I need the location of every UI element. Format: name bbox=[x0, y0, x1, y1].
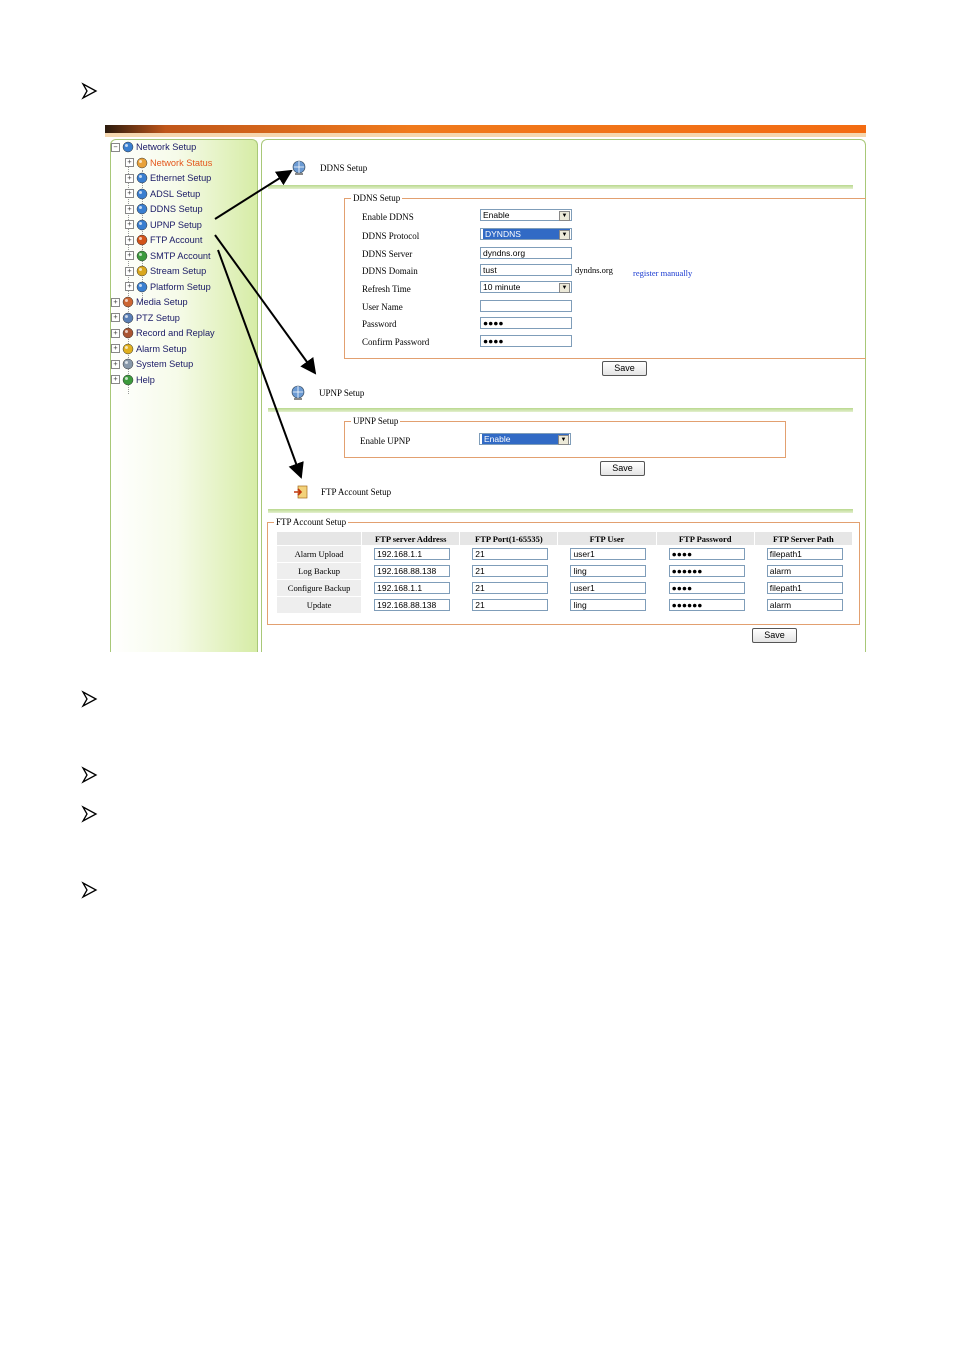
dropdown-arrow-icon[interactable]: ▼ bbox=[559, 283, 570, 293]
upnp-section-header bbox=[291, 385, 364, 401]
ftp-path-input[interactable]: alarm bbox=[767, 599, 843, 611]
dropdown-arrow-icon[interactable]: ▼ bbox=[559, 211, 570, 221]
expand-toggle-icon[interactable]: + bbox=[111, 313, 120, 322]
sidebar-item-label: Help bbox=[136, 374, 155, 385]
enable-ddns-value: Enable bbox=[483, 210, 510, 220]
confirm-password-label: Confirm Password bbox=[362, 337, 430, 347]
sidebar-item-smtp-account[interactable] bbox=[125, 249, 211, 263]
ftp-password-input[interactable]: ●●●● bbox=[669, 548, 745, 560]
globe-icon bbox=[136, 188, 148, 200]
ftp-cell bbox=[362, 563, 460, 580]
help-icon bbox=[122, 374, 134, 386]
sidebar-item-network-setup[interactable] bbox=[111, 140, 196, 154]
ftp-cell bbox=[754, 580, 852, 597]
expand-toggle-icon[interactable]: + bbox=[125, 236, 134, 245]
ftp-cell bbox=[558, 580, 656, 597]
enable-ddns-select[interactable] bbox=[480, 209, 572, 221]
ftp-user-input[interactable]: user1 bbox=[570, 582, 646, 594]
bullet-arrow-icon bbox=[80, 881, 100, 901]
expand-toggle-icon[interactable]: + bbox=[125, 282, 134, 291]
ftp-legend: FTP Account Setup bbox=[276, 517, 347, 527]
smtp-icon bbox=[136, 250, 148, 262]
refresh-time-value: 10 minute bbox=[483, 282, 521, 292]
refresh-time-label: Refresh Time bbox=[362, 284, 411, 294]
sidebar-item-help[interactable] bbox=[111, 373, 155, 387]
sidebar-item-label: PTZ Setup bbox=[136, 312, 180, 323]
top-banner bbox=[105, 125, 866, 133]
ftp-table-header bbox=[277, 532, 853, 546]
expand-toggle-icon[interactable]: + bbox=[125, 267, 134, 276]
ftp-password-input[interactable]: ●●●● bbox=[669, 582, 745, 594]
ftp-address-input[interactable]: 192.168.88.138 bbox=[374, 565, 450, 577]
ftp-section-title: FTP Account Setup bbox=[321, 487, 392, 497]
ftp-path-input[interactable]: filepath1 bbox=[767, 582, 843, 594]
expand-toggle-icon[interactable]: + bbox=[125, 189, 134, 198]
content-panel bbox=[261, 139, 866, 652]
ftp-port-input[interactable]: 21 bbox=[472, 599, 548, 611]
user-name-input[interactable] bbox=[480, 300, 572, 312]
expand-toggle-icon[interactable]: + bbox=[111, 360, 120, 369]
ptz-icon bbox=[122, 312, 134, 324]
ftp-column-header: FTP User bbox=[558, 532, 656, 546]
ftp-cell bbox=[754, 597, 852, 614]
ddns-protocol-select[interactable] bbox=[480, 228, 572, 240]
globe-icon bbox=[136, 281, 148, 293]
dropdown-arrow-icon[interactable]: ▼ bbox=[559, 230, 570, 240]
expand-toggle-icon[interactable]: + bbox=[111, 298, 120, 307]
media-icon bbox=[122, 296, 134, 308]
ftp-row-label: Configure Backup bbox=[277, 580, 362, 597]
sidebar-item-ddns-setup[interactable] bbox=[125, 202, 203, 216]
ftp-cell bbox=[754, 546, 852, 563]
globe-icon bbox=[136, 219, 148, 231]
sidebar-item-ftp-account[interactable] bbox=[125, 233, 202, 247]
ftp-cell bbox=[460, 597, 558, 614]
ddns-protocol-label: DDNS Protocol bbox=[362, 231, 420, 241]
expand-toggle-icon[interactable]: + bbox=[111, 344, 120, 353]
top-banner-shadow bbox=[105, 133, 866, 137]
sidebar-item-label: Record and Replay bbox=[136, 328, 215, 338]
ddns-protocol-value: DYNDNS bbox=[483, 229, 570, 239]
ftp-cell bbox=[558, 597, 656, 614]
ftp-section-header bbox=[293, 484, 391, 500]
expand-toggle-icon[interactable]: + bbox=[125, 174, 134, 183]
globe-icon bbox=[136, 203, 148, 215]
globe-icon bbox=[122, 141, 134, 153]
ftp-cell bbox=[460, 546, 558, 563]
upnp-save-button[interactable]: Save bbox=[600, 461, 645, 476]
ftp-cell bbox=[558, 546, 656, 563]
ftp-column-header: FTP Port(1-65535) bbox=[460, 532, 558, 546]
bullet-arrow-icon bbox=[80, 82, 100, 102]
sidebar-item-label: Network Setup bbox=[136, 142, 197, 152]
expand-toggle-icon[interactable]: + bbox=[125, 251, 134, 260]
table-row bbox=[277, 546, 853, 563]
sidebar-item-upnp-setup[interactable] bbox=[125, 218, 202, 232]
expand-toggle-icon[interactable]: + bbox=[125, 205, 134, 214]
sidebar-item-stream-setup[interactable] bbox=[125, 264, 206, 278]
ftp-row-label: Update bbox=[277, 597, 362, 614]
sidebar-item-label: Media Setup bbox=[136, 297, 188, 307]
divider bbox=[268, 185, 853, 189]
ftp-port-input[interactable]: 21 bbox=[472, 565, 548, 577]
ftp-row-label: Alarm Upload bbox=[277, 546, 362, 563]
sidebar-item-platform-setup[interactable] bbox=[125, 280, 211, 294]
sidebar-item-label: FTP Account bbox=[150, 235, 203, 245]
ftp-password-input[interactable]: ●●●●●● bbox=[669, 599, 745, 611]
screenshot-window bbox=[105, 125, 866, 652]
upnp-legend: UPNP Setup bbox=[353, 416, 399, 426]
sidebar-item-record-and-replay[interactable] bbox=[111, 326, 215, 340]
ddns-section-title: DDNS Setup bbox=[320, 163, 368, 173]
ddns-save-button[interactable]: Save bbox=[602, 361, 647, 376]
bullet-arrow-icon bbox=[80, 805, 100, 825]
ftp-column-header: FTP Password bbox=[656, 532, 754, 546]
network-status-icon bbox=[136, 157, 148, 169]
sidebar-item-label: Ethernet Setup bbox=[150, 173, 212, 183]
ftp-port-input[interactable]: 21 bbox=[472, 582, 548, 594]
sidebar-item-label: UPNP Setup bbox=[150, 219, 202, 230]
ftp-user-input[interactable]: user1 bbox=[570, 548, 646, 560]
sidebar-item-label: DDNS Setup bbox=[150, 204, 203, 214]
expand-toggle-icon[interactable]: + bbox=[125, 158, 134, 167]
enable-upnp-select[interactable] bbox=[479, 433, 571, 445]
register-manually-link[interactable]: register manually bbox=[633, 268, 693, 278]
ftp-cell bbox=[362, 546, 460, 563]
ftp-row-label: Log Backup bbox=[277, 563, 362, 580]
ddns-globe-icon bbox=[292, 160, 308, 176]
enable-ddns-label: Enable DDNS bbox=[362, 212, 414, 222]
ftp-cell bbox=[558, 563, 656, 580]
ddns-fieldset bbox=[344, 193, 866, 359]
confirm-password-input[interactable]: ●●●● bbox=[480, 335, 572, 347]
sidebar-item-media-setup[interactable] bbox=[111, 295, 188, 309]
upnp-section-title: UPNP Setup bbox=[319, 388, 365, 398]
ftp-account-icon bbox=[293, 484, 309, 500]
ftp-password-input[interactable]: ●●●●●● bbox=[669, 565, 745, 577]
sidebar-item-label: SMTP Account bbox=[150, 250, 211, 261]
ftp-cell bbox=[754, 563, 852, 580]
divider bbox=[268, 408, 853, 412]
ddns-domain-label: DDNS Domain bbox=[362, 266, 418, 276]
sidebar-item-label: ADSL Setup bbox=[150, 188, 201, 199]
ddns-domain-input[interactable]: tust bbox=[480, 264, 572, 276]
sidebar-item-label: Stream Setup bbox=[150, 266, 207, 276]
enable-upnp-value: Enable bbox=[482, 434, 569, 444]
ftp-column-header: FTP server Address bbox=[362, 532, 460, 546]
expand-toggle-icon[interactable]: + bbox=[111, 329, 120, 338]
ftp-cell bbox=[362, 597, 460, 614]
expand-toggle-icon[interactable]: + bbox=[125, 220, 134, 229]
ftp-port-input[interactable]: 21 bbox=[472, 548, 548, 560]
upnp-globe-icon bbox=[291, 385, 307, 401]
expand-toggle-icon[interactable]: + bbox=[111, 375, 120, 384]
ftp-user-input[interactable]: ling bbox=[570, 565, 646, 577]
ftp-path-input[interactable]: alarm bbox=[767, 565, 843, 577]
ftp-save-button[interactable]: Save bbox=[752, 628, 797, 643]
ftp-cell bbox=[460, 580, 558, 597]
ftp-cell bbox=[656, 580, 754, 597]
ftp-column-header bbox=[277, 532, 362, 546]
expand-toggle-icon[interactable]: − bbox=[111, 143, 120, 152]
password-input[interactable]: ●●●● bbox=[480, 317, 572, 329]
sidebar-item-label: System Setup bbox=[136, 359, 194, 369]
ftp-path-input[interactable]: filepath1 bbox=[767, 548, 843, 560]
ftp-icon bbox=[136, 234, 148, 246]
divider bbox=[268, 509, 853, 513]
password-label: Password bbox=[362, 319, 397, 329]
bullet-arrow-icon bbox=[80, 690, 100, 710]
ftp-cell bbox=[656, 597, 754, 614]
stream-icon bbox=[136, 265, 148, 277]
ddns-server-label: DDNS Server bbox=[362, 249, 413, 259]
ddns-domain-suffix: dyndns.org bbox=[575, 265, 613, 275]
ftp-cell bbox=[656, 563, 754, 580]
enable-upnp-label: Enable UPNP bbox=[360, 436, 411, 446]
ftp-user-input[interactable]: ling bbox=[570, 599, 646, 611]
globe-icon bbox=[136, 172, 148, 184]
sidebar-item-label: Alarm Setup bbox=[136, 343, 187, 354]
sidebar-item-label: Network Status bbox=[150, 157, 213, 168]
ftp-address-input[interactable]: 192.168.88.138 bbox=[374, 599, 450, 611]
sidebar-item-alarm-setup[interactable] bbox=[111, 342, 187, 356]
dropdown-arrow-icon[interactable]: ▼ bbox=[558, 435, 569, 445]
alarm-icon bbox=[122, 343, 134, 355]
sidebar-item-ethernet-setup[interactable] bbox=[125, 171, 211, 185]
ftp-address-input[interactable]: 192.168.1.1 bbox=[374, 548, 450, 560]
ftp-address-input[interactable]: 192.168.1.1 bbox=[374, 582, 450, 594]
ftp-cell bbox=[362, 580, 460, 597]
sidebar-item-network-status[interactable] bbox=[125, 156, 212, 170]
bullet-arrow-icon bbox=[80, 766, 100, 786]
system-icon bbox=[122, 358, 134, 370]
ftp-column-header: FTP Server Path bbox=[754, 532, 852, 546]
user-name-label: User Name bbox=[362, 302, 403, 312]
sidebar bbox=[110, 139, 258, 652]
table-row bbox=[277, 580, 853, 597]
ddns-legend: DDNS Setup bbox=[353, 193, 401, 203]
sidebar-item-adsl-setup[interactable] bbox=[125, 187, 200, 201]
record-icon bbox=[122, 327, 134, 339]
ddns-section-header bbox=[292, 160, 367, 176]
refresh-time-select[interactable] bbox=[480, 281, 572, 293]
table-row bbox=[277, 563, 853, 580]
sidebar-item-label: Platform Setup bbox=[150, 281, 211, 292]
ddns-server-input[interactable]: dyndns.org bbox=[480, 247, 572, 259]
sidebar-item-ptz-setup[interactable] bbox=[111, 311, 180, 325]
sidebar-item-system-setup[interactable] bbox=[111, 357, 193, 371]
ftp-account-table bbox=[276, 531, 853, 614]
ftp-cell bbox=[460, 563, 558, 580]
table-row bbox=[277, 597, 853, 614]
ftp-cell bbox=[656, 546, 754, 563]
